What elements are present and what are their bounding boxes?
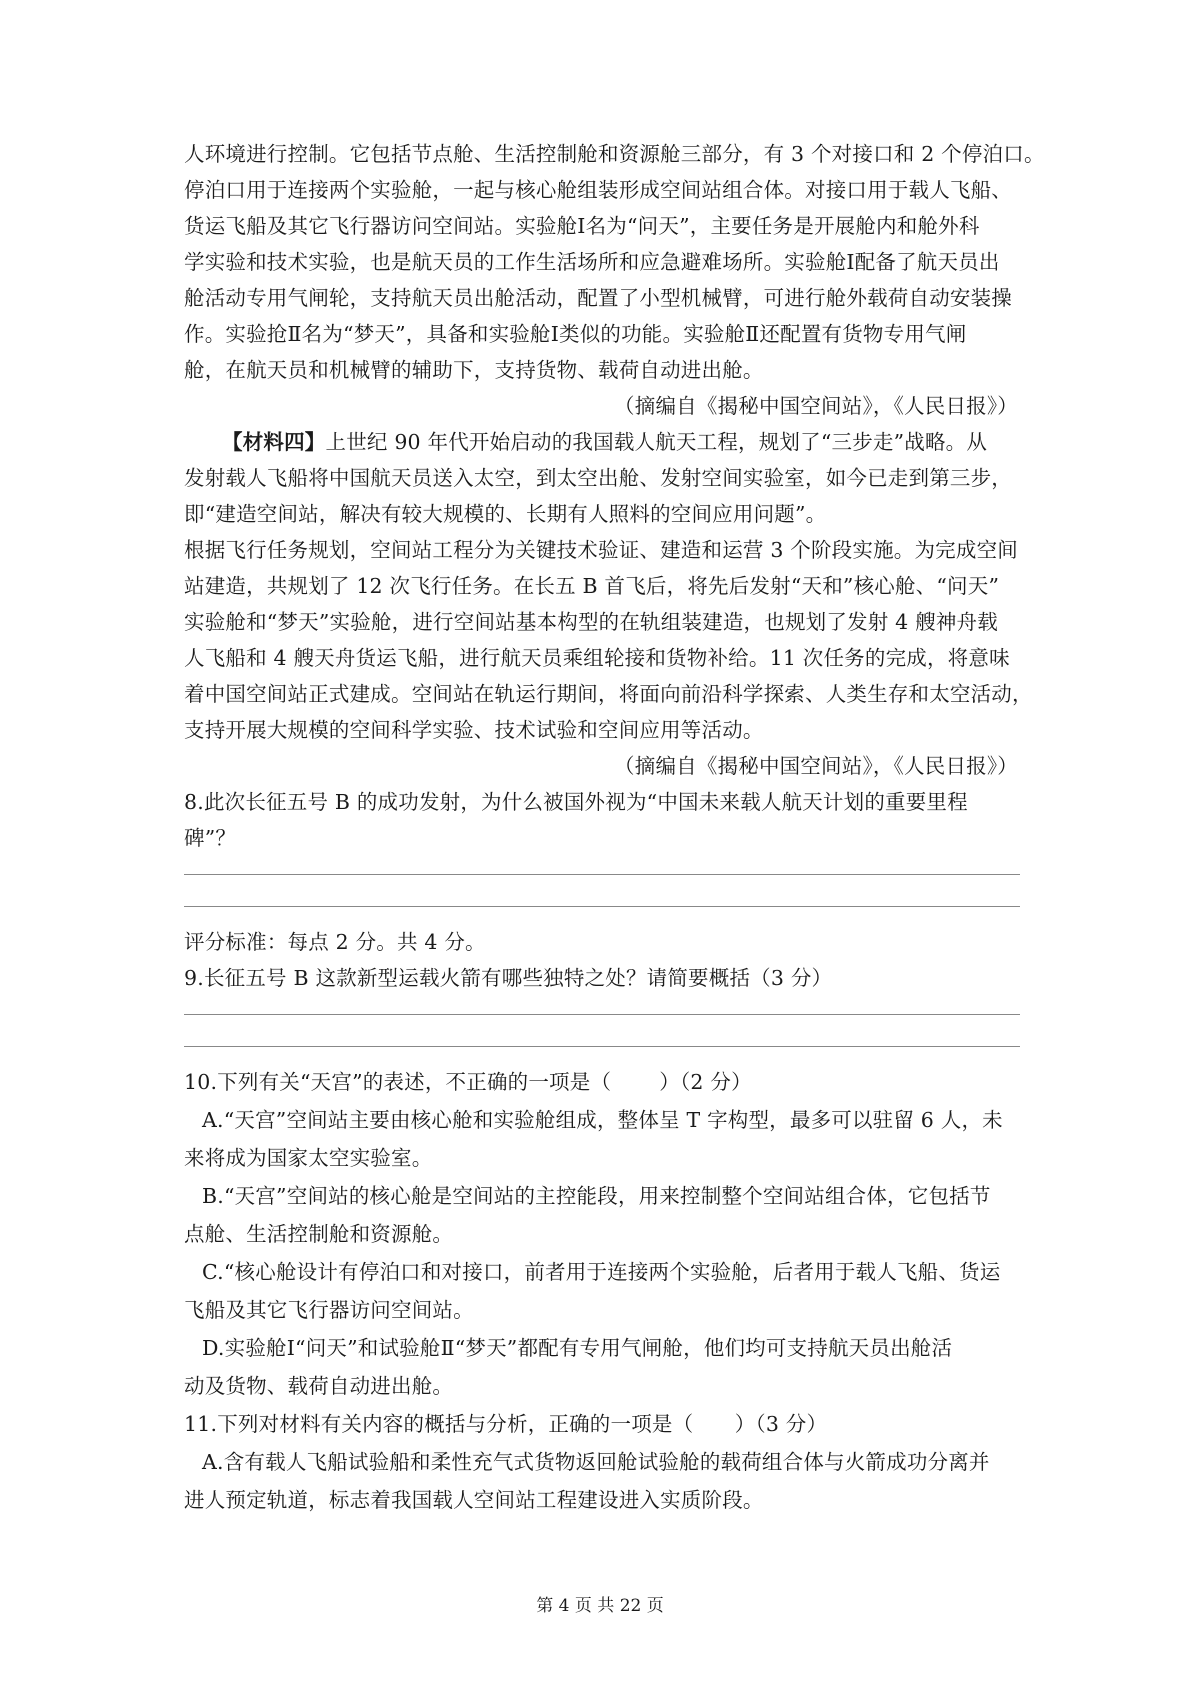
material4-first-line-text: 上世纪 90 年代开始启动的我国载人航天工程，规划了“三步走”战略。从 <box>325 430 988 454</box>
question-8-scoring: 评分标准：每点 2 分。共 4 分。 <box>184 930 486 954</box>
material3-source: （摘编自《揭秘中国空间站》，《人民日报》） <box>614 394 1018 418</box>
question-11-stem: 11.下列对材料有关内容的概括与分析，正确的一项是（ ）（3 分） <box>184 1412 828 1436</box>
question-10-stem: 10.下列有关“天宫”的表述，不正确的一项是（ ）（2 分） <box>184 1070 752 1094</box>
material4-line: 实验舱和“梦天”实验舱，进行空间站基本构型的在轨组装建造，也规划了发射 4 艘神舟载 <box>184 610 998 634</box>
answer-line <box>184 1014 1020 1015</box>
material3-line: 货运飞船及其它飞行器访问空间站。实验舱Ⅰ名为“问天”，主要任务是开展舱内和舱外科 <box>184 214 980 238</box>
question-10-option-b-cont: 点舱、生活控制舱和资源舱。 <box>184 1222 454 1246</box>
material4-source: （摘编自《揭秘中国空间站》，《人民日报》） <box>614 754 1018 778</box>
material4-line: 即“建造空间站，解决有较大规模的、长期有人照料的空间应用问题”。 <box>184 502 827 526</box>
material3-line: 学实验和技术实验，也是航天员的工作生活场所和应急避难场所。实验舱Ⅰ配备了航天员出 <box>184 250 1000 274</box>
answer-line <box>184 906 1020 907</box>
question-10-option-d-cont: 动及货物、载荷自动进出舱。 <box>184 1374 454 1398</box>
material4-line: 支持开展大规模的空间科学实验、技术试验和空间应用等活动。 <box>184 718 764 742</box>
question-10-option-b: B.“天宫”空间站的核心舱是空间站的主控能段，用来控制整个空间站组合体，它包括节 <box>202 1184 991 1208</box>
material3-line: 舱，在航天员和机械臂的辅助下，支持货物、载荷自动进出舱。 <box>184 358 764 382</box>
question-10-option-c: C.“核心舱设计有停泊口和对接口，前者用于连接两个实验舱，后者用于载人飞船、货运 <box>202 1260 1001 1284</box>
material4-line: 发射载人飞船将中国航天员送入太空，到太空出舱、发射空间实验室，如今已走到第三步， <box>184 466 1012 490</box>
answer-line <box>184 1046 1020 1047</box>
question-10-option-a: A.“天宫”空间站主要由核心舱和实验舱组成，整体呈 T 字构型，最多可以驻留 6 人，未 <box>202 1108 1003 1132</box>
material3-line: 舱活动专用气闸轮，支持航天员出舱活动，配置了小型机械臂，可进行舱外载荷自动安装操 <box>184 286 1012 310</box>
material4-heading: 【材料四】 <box>222 430 326 454</box>
question-8-line: 碑”？ <box>184 826 237 850</box>
question-10-option-a-cont: 来将成为国家太空实验室。 <box>184 1146 433 1170</box>
question-10-option-d: D.实验舱Ⅰ“问天”和试验舱Ⅱ“梦天”都配有专用气闸舱，他们均可支持航天员出舱活 <box>202 1336 953 1360</box>
material4-first-line <box>222 428 987 456</box>
question-10-option-c-cont: 飞船及其它飞行器访问空间站。 <box>184 1298 474 1322</box>
question-8-line: 8.此次长征五号 B 的成功发射，为什么被国外视为“中国未来载人航天计划的重要里程 <box>184 790 968 814</box>
material4-line: 着中国空间站正式建成。空间站在轨运行期间，将面向前沿科学探索、人类生存和太空活动， <box>184 682 1033 706</box>
question-9-line: 9.长征五号 B 这款新型运载火箭有哪些独特之处？请简要概括（3 分） <box>184 966 833 990</box>
material3-line: 作。实验抢Ⅱ名为“梦天”，具备和实验舱Ⅰ类似的功能。实验舱Ⅱ还配置有货物专用气闸 <box>184 322 967 346</box>
question-11-option-a: A.含有载人飞船试验船和柔性充气式货物返回舱试验舱的载荷组合体与火箭成功分离并 <box>202 1450 990 1474</box>
material4-line: 根据飞行任务规划，空间站工程分为关键技术验证、建造和运营 3 个阶段实施。为完成空间 <box>184 538 1018 562</box>
material4-line: 站建造，共规划了 12 次飞行任务。在长五 B 首飞后，将先后发射“天和”核心舱、“问天” <box>184 574 1000 598</box>
answer-line <box>184 874 1020 875</box>
question-11-option-a-cont: 进人预定轨道，标志着我国载人空间站工程建设进入实质阶段。 <box>184 1488 764 1512</box>
material3-line: 停泊口用于连接两个实验舱，一起与核心舱组装形成空间站组合体。对接口用于载人飞船、 <box>184 178 1012 202</box>
material3-line: 人环境进行控制。它包括节点舱、生活控制舱和资源舱三部分，有 3 个对接口和 2 个停泊口。 <box>184 142 1045 166</box>
material4-line: 人飞船和 4 艘天舟货运飞船，进行航天员乘组轮接和货物补给。11 次任务的完成，将意味 <box>184 646 1010 670</box>
page-number: 第 4 页 共 22 页 <box>536 1596 664 1616</box>
